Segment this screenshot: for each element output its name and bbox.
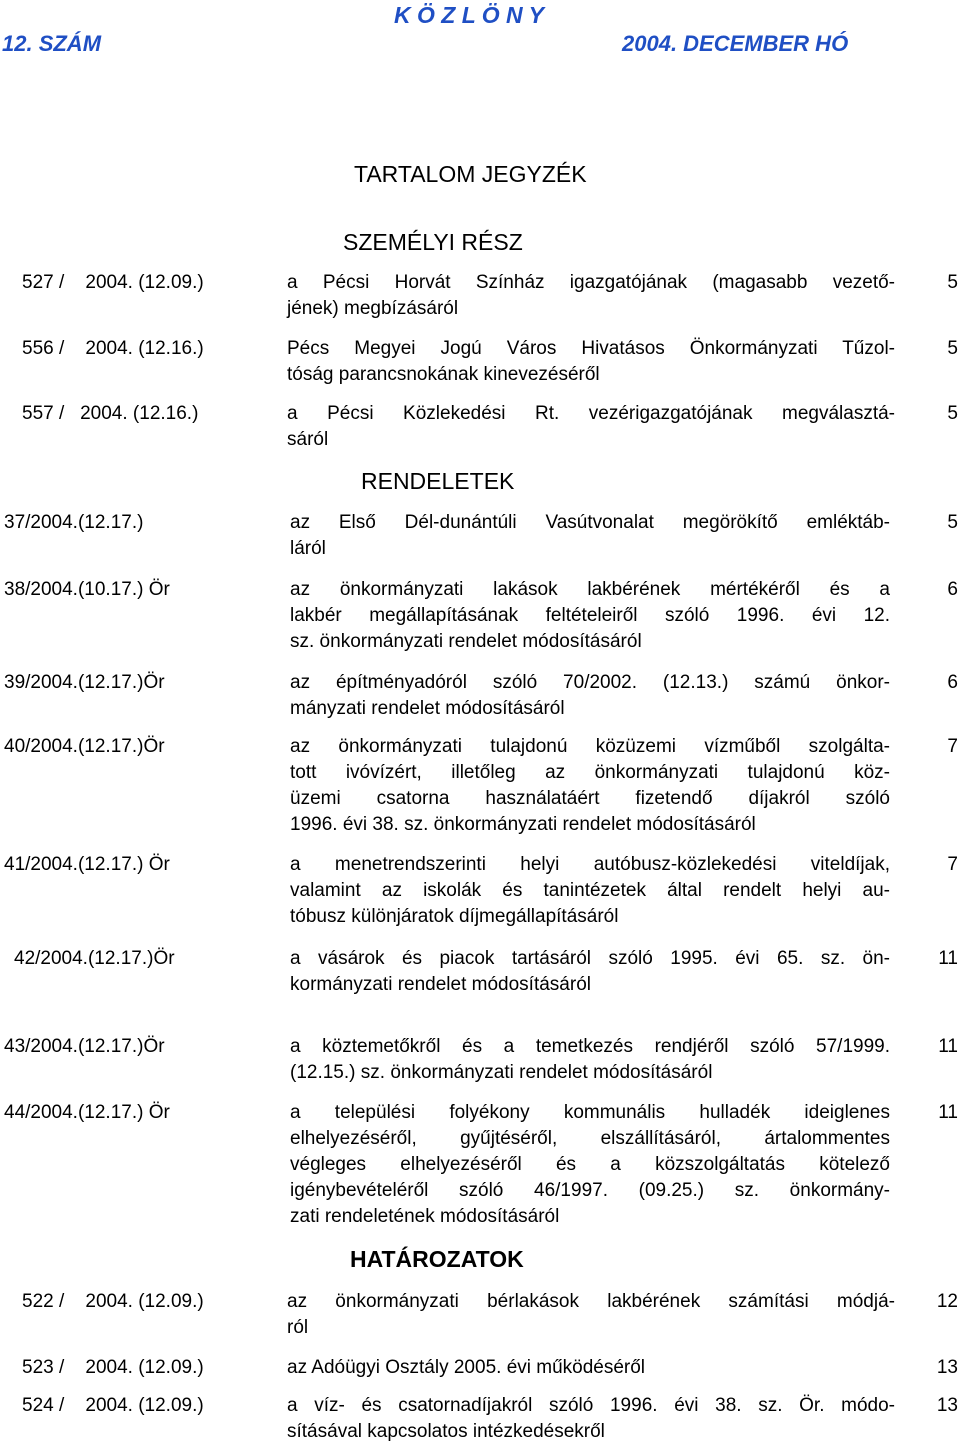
entry-page-number: 13: [936, 1395, 958, 1416]
section-personal: SZEMÉLYI RÉSZ: [343, 229, 523, 255]
entry-description-line: elhelyezéséről, gyűjtéséről, elszállításáról, ártalommentes: [290, 1128, 890, 1149]
entry-description: [290, 577, 890, 655]
entry-description-line: kormányzati rendelet módosításáról: [290, 974, 591, 995]
entry-reference: 41/2004.(12.17.) Ör: [4, 854, 170, 875]
entry-description-line: üzemi csatorna használatáért fizetendő díjakról szóló: [290, 788, 890, 809]
entry-reference: 39/2004.(12.17.)Ör: [4, 672, 165, 693]
entry-page-number: 7: [947, 854, 958, 875]
entry-page-number: 11: [938, 948, 958, 969]
entry-page-number: 13: [936, 1357, 958, 1378]
entry-description-line: igénybevételéről szóló 46/1997. (09.25.) sz. önkormány-: [290, 1180, 890, 1201]
entry-description: [290, 852, 890, 930]
entry-reference: 527 / 2004. (12.09.): [22, 272, 204, 293]
entry-description-line: Pécs Megyei Jogú Város Hivatásos Önkormányzati Tűzol-: [287, 338, 895, 359]
entry-reference: 556 / 2004. (12.16.): [22, 338, 204, 359]
entry-description: [290, 510, 890, 562]
entry-description: [287, 1289, 895, 1341]
entry-description-line: ról: [287, 1317, 309, 1338]
entry-description: [290, 670, 890, 722]
entry-description-line: zati rendeletének módosításáról: [290, 1206, 560, 1227]
entry-page-number: 7: [947, 736, 958, 757]
journal-title: K Ö Z L Ö N Y: [394, 2, 544, 28]
entry-page-number: 11: [938, 1102, 958, 1123]
entry-description-line: sításával kapcsolatos intézkedésekről: [287, 1421, 605, 1442]
entry-description-line: 1996. évi 38. sz. önkormányzati rendelet módosításáról: [290, 814, 756, 835]
entry-description: [290, 734, 890, 838]
entry-page-number: 5: [947, 272, 958, 293]
entry-description-line: tóság parancsnokának kinevezéséről: [287, 364, 600, 385]
entry-description-line: az Adóügyi Osztály 2005. évi működéséről: [287, 1357, 646, 1378]
entry-reference: 43/2004.(12.17.)Ör: [4, 1036, 165, 1057]
entry-description-line: láról: [290, 538, 326, 559]
entry-description-line: mányzati rendelet módosításáról: [290, 698, 565, 719]
issue-date: 2004. DECEMBER HÓ: [622, 31, 849, 56]
entry-description-line: a menetrendszerinti helyi autóbusz-közlekedési viteldíjak,: [290, 854, 890, 875]
entry-description: [290, 946, 890, 998]
entry-description-line: a Pécsi Közlekedési Rt. vezérigazgatójának megválasztá-: [287, 403, 895, 424]
section-resolutions: HATÁROZATOK: [350, 1246, 524, 1272]
entry-page-number: 5: [947, 403, 958, 424]
entry-reference: 40/2004.(12.17.)Ör: [4, 736, 165, 757]
entry-reference: 44/2004.(12.17.) Ör: [4, 1102, 170, 1123]
entry-reference: 524 / 2004. (12.09.): [22, 1395, 204, 1416]
entry-description-line: a víz- és csatornadíjakról szóló 1996. évi 38. sz. Ör. módo-: [287, 1395, 895, 1416]
entry-description: [287, 1393, 895, 1445]
entry-description-line: tóbusz különjáratok díjmegállapításáról: [290, 906, 619, 927]
entry-description: [290, 1034, 890, 1086]
entry-description-line: sz. önkormányzati rendelet módosításáról: [290, 631, 642, 652]
entry-page-number: 12: [936, 1291, 958, 1312]
entry-description-line: az önkormányzati tulajdonú közüzemi vízműből szolgálta-: [290, 736, 890, 757]
entry-reference: 42/2004.(12.17.)Ör: [14, 948, 175, 969]
entry-page-number: 5: [947, 512, 958, 533]
entry-description-line: az önkormányzati lakások lakbérének mértékéről és a: [290, 579, 890, 600]
entry-reference: 557 / 2004. (12.16.): [22, 403, 199, 424]
entry-description-line: az építményadóról szóló 70/2002. (12.13.) számú önkor-: [290, 672, 890, 693]
entry-description: [287, 336, 895, 388]
issue-number: 12. SZÁM: [2, 31, 102, 56]
entry-description: [287, 270, 895, 322]
entry-page-number: 6: [947, 672, 958, 693]
entry-description-line: (12.15.) sz. önkormányzati rendelet módosításáról: [290, 1062, 713, 1083]
entry-description-line: az Első Dél-dunántúli Vasútvonalat megörökítő emléktáb-: [290, 512, 890, 533]
toc-title: TARTALOM JEGYZÉK: [354, 161, 587, 187]
entry-description-line: tott ivóvízért, illetőleg az önkormányzati tulajdonú köz-: [290, 762, 890, 783]
entry-reference: 38/2004.(10.17.) Ör: [4, 579, 170, 600]
entry-page-number: 5: [947, 338, 958, 359]
entry-description-line: végleges elhelyezéséről és a közszolgáltatás kötelező: [290, 1154, 890, 1175]
entry-description: [287, 401, 895, 453]
section-decrees: RENDELETEK: [361, 468, 515, 494]
entry-description-line: lakbér megállapításának feltételeiről szóló 1996. évi 12.: [290, 605, 890, 626]
entry-description-line: jének) megbízásáról: [287, 298, 459, 319]
entry-description-line: a települési folyékony kommunális hulladék ideiglenes: [290, 1102, 890, 1123]
entry-description-line: valamint az iskolák és tanintézetek által rendelt helyi au-: [290, 880, 890, 901]
entry-description-line: a köztemetőkről és a temetkezés rendjéről szóló 57/1999.: [290, 1036, 890, 1057]
entry-reference: 523 / 2004. (12.09.): [22, 1357, 204, 1378]
entry-description-line: sáról: [287, 429, 329, 450]
entry-description-line: a vásárok és piacok tartásáról szóló 1995. évi 65. sz. ön-: [290, 948, 890, 969]
entry-page-number: 11: [938, 1036, 958, 1057]
entry-description-line: az önkormányzati bérlakások lakbérének számítási módjá-: [287, 1291, 895, 1312]
entry-reference: 522 / 2004. (12.09.): [22, 1291, 204, 1312]
entry-description: [287, 1355, 895, 1381]
entry-description-line: a Pécsi Horvát Színház igazgatójának (magasabb vezető-: [287, 272, 895, 293]
entry-reference: 37/2004.(12.17.): [4, 512, 144, 533]
entry-description: [290, 1100, 890, 1230]
entry-page-number: 6: [947, 579, 958, 600]
